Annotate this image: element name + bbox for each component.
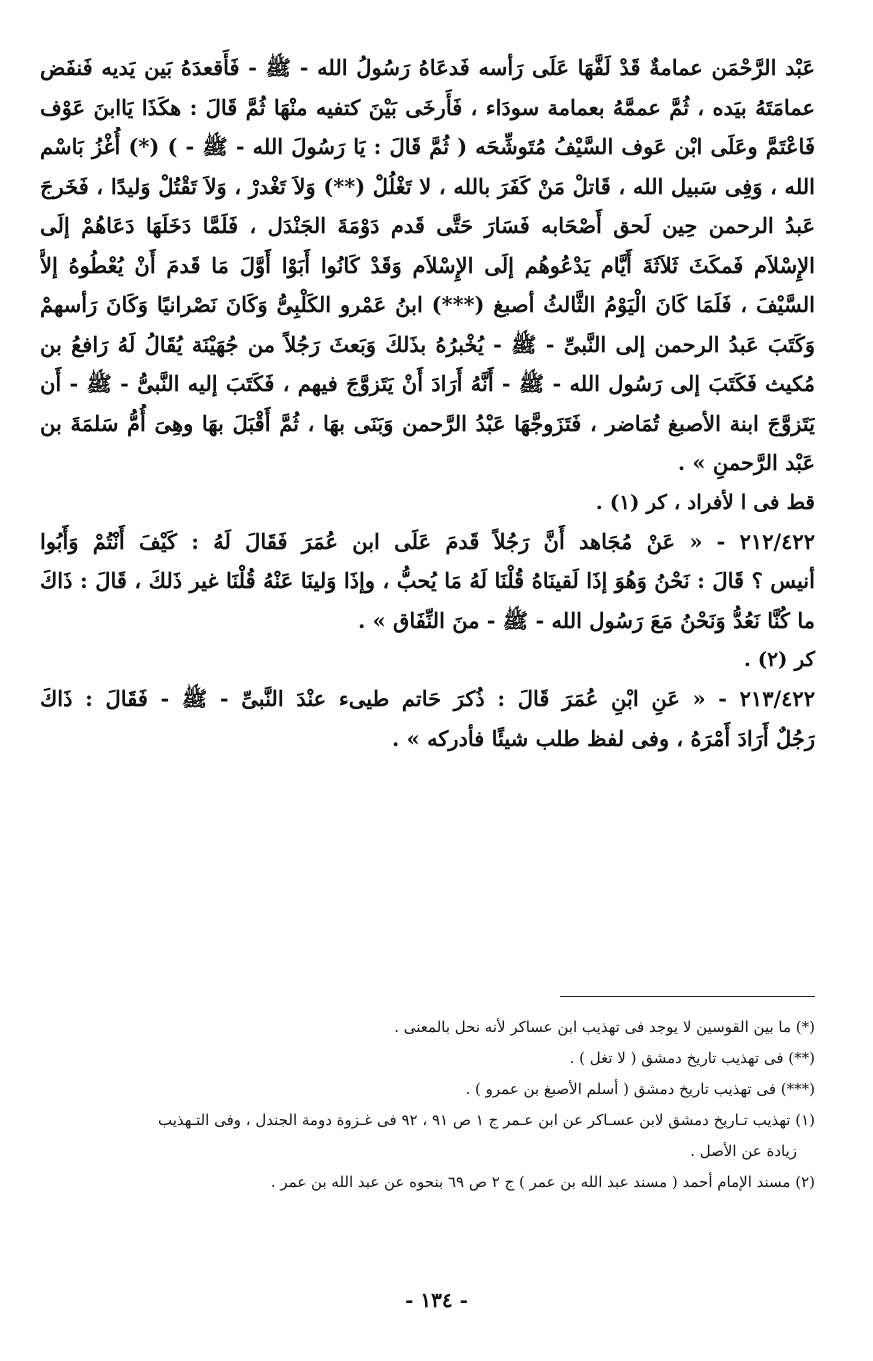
text-line: وَكَتَبَ عَبدُ الرحمن إلى النَّبىِّ - ﷺ - يُخْبرُهُ بذَلكَ وَبَعثَ رَجُلاً من جُهَيْنَة يُقَالُ لَهُ رَافعُ بن (40, 331, 815, 357)
footnote-divider (560, 996, 815, 997)
footnote: (**) فى تهذيب تاريخ دمشق ( لا تغل ) . (569, 1049, 815, 1067)
text-line: عَبْد الرَّحمنِ » . (677, 450, 815, 475)
text-line: عَبدُ الرحمن حِين لَحق أَصْحَابه فَسَارَ حَتَّى قَدم دَوْمَةَ الجَنْدَل ، فَلَمَّا دَخَلَهَا دَعَاهُمْ إلَى (40, 213, 815, 238)
footnote: (*) ما بين القوسين لا يوجد فى تهذيب ابن عساكر لأنه نحل بالمعنى . (394, 1018, 815, 1036)
text-line: أنيس ؟ قَالَ : نَحْنُ وَهُوَ إذَا لَقينَاهُ قُلْنَا لَهُ مَا يُحبُّ ، وإذَا وَلينَا عَنْهُ قُلْنَا غير ذَلكَ ، قَالَ : ذَاكَ (40, 568, 815, 593)
text-line: عَبْد الرَّحْمَن عمامةٌ قَدْ لَفَّهَا عَلَى رَأسه فَدعَاهُ رَسُولُ الله - ﷺ - فَأَقعدَهُ بَين يَديه فَنفَض (40, 55, 815, 80)
text-line: ٢١٢/٤٢٢ - « عَنْ مُجَاهد أَنَّ رَجُلاً قَدمَ عَلَى ابن عُمَرَ فَقَالَ لَهُ : كَيْفَ أَنْتُمْ وَأَبُوا (40, 528, 815, 554)
footnote-continuation: زيادة عن الأصل . (690, 1142, 797, 1160)
hadith-212 (40, 522, 815, 641)
footnote: (١) تهذيب تـاريخ دمشق لابن عسـاكر عن ابن عـمر ج ١ ص ٩١ ، ٩٢ فى غـزوة دومة الجندل ، وفى التـهذيب (157, 1111, 815, 1129)
text-line: مُكيث فَكَتَبَ إلى رَسُول الله - ﷺ - أَنَّهُ أَرَادَ أَنْ يَتَزوَّجَ فيهم ، فَكَتَبَ إليه النَّبىُّ - ﷺ - أَن (40, 371, 815, 396)
text-line: الإِسْلاَم فَمكَثَ ثَلاَثَةَ أَيَّام يَدْعُوهُم إلَى الإِسْلاَم وَقَدْ كَانُوا أَبَوْا أَوَّلَ مَا قَدمَ أَنْ يُعْطُوهُ إلاَّ (40, 252, 815, 278)
text-line: السَّيْفَ ، فَلَمَا كَانَ الْيَوْمُ الثَّالثُ أصبغ (***) ابنُ عَمْرو الكَلْبِىُّ وَكَانَ نَصْرانيًا وَكَانَ رَأسهمْ (40, 292, 815, 317)
text-line: فَاعْتَمَّ وعَلَى ابْن عَوف السَّيْفُ مُتَوشِّحَه ( ثُمَّ قَالَ : يَا رَسُولَ الله - ﷺ - ) (*) أُغْزُ بَاسْم (40, 134, 815, 159)
text-line: ٢١٣/٤٢٢ - « عَنِ ابْنِ عُمَرَ قَالَ : ذُكرَ حَاتم طيىء عنْدَ النَّبىِّ - ﷺ - فَقَالَ : ذَاكَ (40, 686, 815, 711)
text-line: الله ، وَفِى سَبيل الله ، قَاتلْ مَنْ كَفَرَ بالله ، لا تَغْلُلْ (**) وَلاَ تَغْدرْ ، وَلاَ تَقْتُلْ وَليدًا ، فَخَرجَ (40, 173, 815, 199)
page-body (40, 48, 815, 758)
source-citation: كر (٢) . (743, 647, 815, 671)
text-line: يَتَزوَّجَ ابنة الأصبغ تُمَاضر ، فَتَزَوجَّهَا عَبْدُ الرَّحمن وَبَنَى بهَا ، ثُمَّ أَقْبَلَ بهَا وهِىَ أُمُّ سَلمَةَ بن (40, 410, 815, 436)
text-line: رَجُلٌ أَرَادَ أَمْرَهُ ، وفى لفظ طلب شيئًا فأدركه » . (392, 725, 815, 751)
text-line: عمامَتَهُ بيَده ، ثُمَّ عممَّهُ بعمامة سودَاء ، فَأَرخَى بَيْنَ كتفيه منْهَا ثُمَّ قَالَ : هكَذَا يَاابنَ عَوْف (40, 94, 815, 120)
text-line: ما كُنَّا نَعُدُّ وَنَحْنُ مَعَ رَسُول الله - ﷺ - منَ النِّفَاق » . (357, 607, 815, 633)
footnotes (40, 1012, 815, 1198)
footnote: (٢) مسند الإمام أحمد ( مسند عبد الله بن عمر ) ج ٢ ص ٦٩ بنحوه عن عبد الله بن عمر . (270, 1173, 815, 1191)
footnote: (***) فى تهذيب تاريخ دمشق ( أسلم الأصبغ بن عمرو ) . (465, 1080, 815, 1098)
main-paragraph (40, 48, 815, 483)
source-citation: قط فى ا لأفراد ، كر (١) . (595, 489, 815, 514)
hadith-213 (40, 679, 815, 758)
page-number: - ١٣٤ - (405, 1288, 468, 1312)
